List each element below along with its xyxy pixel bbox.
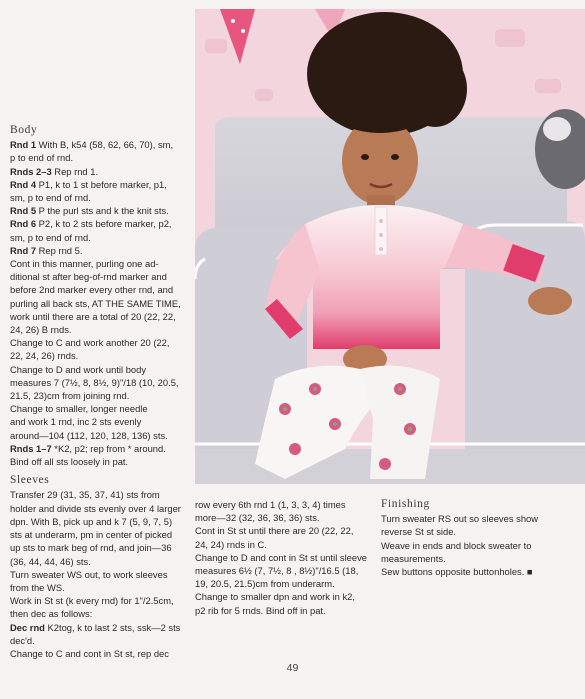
instruction-text: *K2, p2; rep from * around. [51, 442, 166, 454]
instruction-text: row every 6th rnd 1 (1, 3, 3, 4) times [195, 499, 346, 510]
instruction-line [10, 257, 190, 270]
page-number: 49 [286, 662, 299, 674]
instruction-text: P2, k to 2 sts before marker, p2, [36, 218, 172, 230]
instruction-text: Rep rnd 5. [36, 244, 83, 256]
instruction-label: Rnd 6 [10, 218, 37, 230]
instruction-text: p2 rib for 5 rnds. Bind off in pat. [195, 604, 326, 616]
instruction-line [10, 283, 190, 296]
photo-illustration [195, 9, 585, 484]
instruction-line [10, 607, 190, 620]
instruction-text: measurements. [381, 552, 446, 564]
instruction-text: up sts to mark beg of rnd, and join—36 [10, 542, 172, 554]
instruction-line [195, 524, 370, 537]
finishing-heading: Finishing [381, 498, 430, 510]
instruction-text: purling all back sts, AT THE SAME TIME, [10, 297, 181, 309]
instruction-text: Rep rnd 1. [51, 165, 99, 177]
right-column [381, 498, 571, 578]
instruction-text: 21.5, 23)cm from joining rnd. [10, 390, 130, 402]
instruction-text: Cont in this manner, purling one ad- [10, 258, 159, 270]
instruction-line [10, 415, 190, 428]
instruction-label: Rnd 1 [10, 139, 37, 151]
instruction-line [381, 525, 571, 538]
instruction-line [195, 538, 370, 551]
instruction-text: Bind off all sts loosely in pat. [10, 456, 129, 468]
instruction-line [10, 323, 190, 336]
finishing-instructions [381, 512, 571, 578]
instruction-line [195, 564, 370, 577]
child-in-sweater-photo [195, 9, 585, 484]
instruction-text: p to end of rnd. [10, 152, 74, 164]
instruction-text: more—32 (32, 36, 36, 36) sts. [195, 512, 320, 524]
instruction-line [195, 604, 370, 617]
instruction-text: P1, k to 1 st before marker, p1, [36, 178, 167, 190]
instruction-line [10, 349, 190, 362]
instruction-text: Sew buttons opposite buttonholes. ■ [381, 566, 533, 578]
sleeves-heading: Sleeves [10, 474, 50, 487]
instruction-line [10, 336, 190, 349]
instruction-line [10, 310, 190, 323]
instruction-text: measures 7 (7½, 8, 8½, 9)"/18 (10, 20.5, [10, 376, 179, 388]
instruction-line [10, 568, 190, 581]
instruction-line [195, 511, 370, 524]
instruction-label: Rnd 5 [10, 205, 37, 217]
instruction-text: sm, p to end of rnd. [10, 231, 91, 243]
instruction-line [10, 138, 190, 151]
instruction-label: Rnd 7 [10, 244, 37, 256]
instruction-text: work until there are a total of 20 (22, 22, [10, 310, 176, 322]
instruction-text: Change to smaller dpn and work in k2, [195, 591, 355, 603]
body-heading: Body [10, 124, 38, 136]
instruction-text: Weave in ends and block sweater to [381, 539, 532, 551]
instruction-text: reverse St st side. [381, 526, 457, 538]
instruction-line [381, 539, 571, 552]
instruction-text: measures 6½ (7, 7½, 8 , 8½)"/16.5 (18, [195, 565, 359, 577]
instruction-line [10, 191, 190, 204]
instruction-line [10, 389, 190, 402]
instruction-line [381, 512, 571, 525]
instruction-line [10, 178, 190, 191]
instruction-text: sm, p to end of rnd. [10, 192, 91, 204]
instruction-text: Change to C and cont in St st, rep dec [10, 647, 169, 659]
instruction-line [10, 528, 190, 541]
instruction-line [10, 488, 190, 501]
sleeves-instructions [10, 488, 190, 660]
instruction-text: K2tog, k to last 2 sts, ssk—2 sts [44, 621, 181, 633]
instruction-text: dpn. With B, pick up and k 7 (5, 9, 7, 5) [10, 515, 173, 527]
instruction-line [195, 498, 370, 511]
instruction-line [10, 581, 190, 594]
instruction-line [10, 442, 190, 455]
instruction-text: ditional st after beg-of-rnd marker and [10, 271, 167, 283]
instruction-line [10, 634, 190, 647]
instruction-label: Rnds 1–7 [10, 442, 52, 454]
instruction-line [10, 541, 190, 554]
instruction-text: (36, 44, 44, 46) sts. [10, 555, 91, 567]
instruction-text: 24, 24) rnds in C. [195, 538, 267, 550]
body-instructions [10, 138, 190, 468]
instruction-text: Cont in St st until there are 20 (22, 22, [195, 525, 354, 537]
sleeves-continued-instructions [195, 498, 370, 617]
instruction-label: Rnd 4 [10, 178, 37, 190]
instruction-line [10, 217, 190, 230]
instruction-text: Turn sweater RS out so sleeves show [381, 513, 539, 525]
instruction-line [195, 551, 370, 564]
instruction-text: Change to D and cont in St st until sleeve [195, 551, 367, 563]
instruction-text: before 2nd marker every other rnd, and [10, 284, 174, 296]
instruction-line [10, 244, 190, 257]
instruction-text: dec'd. [10, 634, 35, 646]
instruction-line [10, 204, 190, 217]
instruction-line [10, 647, 190, 660]
instruction-text: and work 1 rnd, inc 2 sts evenly [10, 416, 142, 428]
instruction-text: 19, 20.5, 21.5)cm from underarm. [195, 578, 335, 590]
instruction-line [195, 577, 370, 590]
instruction-text: Change to C and work another 20 (22, [10, 337, 170, 349]
instruction-line [10, 502, 190, 515]
instruction-line [10, 594, 190, 607]
instruction-line [10, 231, 190, 244]
instruction-line [10, 363, 190, 376]
instruction-line [10, 297, 190, 310]
instruction-text: Transfer 29 (31, 35, 37, 41) sts from [10, 489, 160, 501]
instruction-label: Rnds 2–3 [10, 165, 52, 177]
instruction-line [195, 590, 370, 603]
instruction-line [10, 376, 190, 389]
instruction-text: Turn sweater WS out, to work sleeves [10, 568, 168, 580]
instruction-text: With B, k54 (58, 62, 66, 70), sm, [36, 139, 174, 151]
instruction-text: 24, 26) B rnds. [10, 324, 72, 336]
instruction-text: from the WS. [10, 581, 65, 593]
instruction-line [10, 429, 190, 442]
instruction-line [10, 165, 190, 178]
instruction-text: around—104 (112, 120, 128, 136) sts. [10, 429, 168, 441]
instruction-text: Change to smaller, longer needle [10, 403, 148, 415]
instruction-line [10, 515, 190, 528]
left-column [10, 124, 190, 660]
instruction-text: sts at underarm, pm in center of picked [10, 529, 173, 541]
instruction-line [10, 455, 190, 468]
instruction-text: Change to D and work until body [10, 363, 147, 375]
instruction-line [10, 151, 190, 164]
instruction-text: 22, 24, 26) rnds. [10, 350, 79, 362]
instruction-line [10, 621, 190, 634]
instruction-text: then dec as follows: [10, 608, 93, 620]
instruction-line [10, 270, 190, 283]
instruction-line [10, 555, 190, 568]
instruction-line [381, 565, 571, 578]
instruction-text: Work in St st (k every rnd) for 1"/2.5cm, [10, 595, 174, 607]
middle-column [195, 498, 370, 617]
instruction-text: holder and divide sts evenly over 4 larger [10, 502, 181, 514]
instruction-text: P the purl sts and k the knit sts. [36, 205, 169, 217]
instruction-line [381, 552, 571, 565]
instruction-label: Dec rnd [10, 621, 45, 633]
instruction-line [10, 402, 190, 415]
